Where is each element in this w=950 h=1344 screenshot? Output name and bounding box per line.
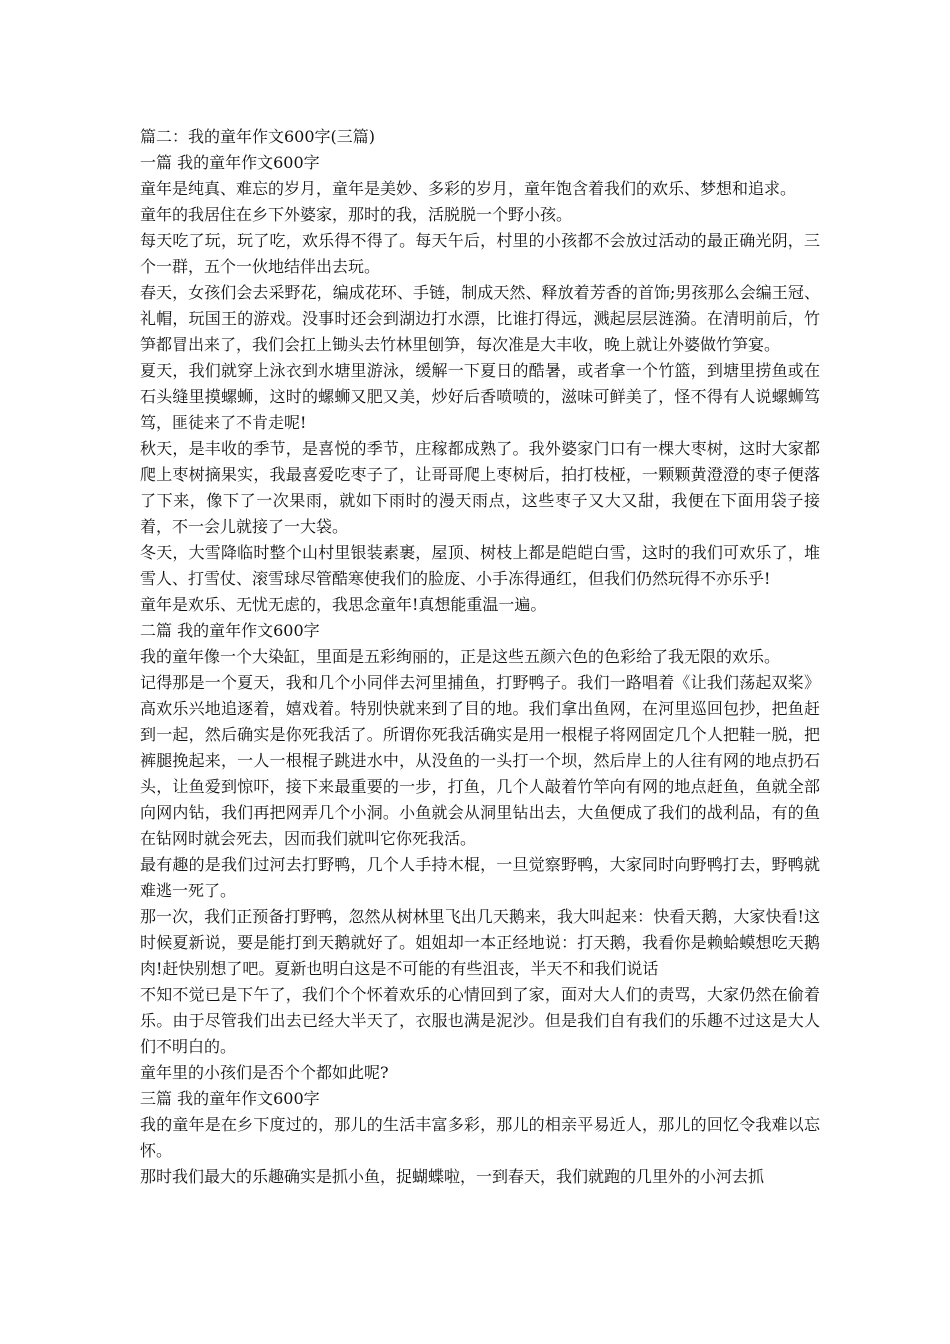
paragraph-2: 童年是纯真、难忘的岁月，童年是美妙、多彩的岁月，童年饱含着我们的欢乐、梦想和追求。 [140, 179, 797, 198]
paragraph-15: 不知不觉已是下午了，我们个个怀着欢乐的心情回到了家，面对大人们的责骂，大家仍然在偷着乐。由于尽管我们出去已经大半天了，衣服也满是泥沙。但是我们自有我们的乐趣不过这是大人们不明白的。 [140, 985, 820, 1056]
paragraph-1: 一篇 我的童年作文600字 [140, 153, 320, 172]
paragraph-8: 冬天，大雪降临时整个山村里银装素裹，屋顶、树枝上都是皑皑白雪，这时的我们可欢乐了，堆雪人、打雪仗、滚雪球尽管酷寒使我们的脸庞、小手冻得通红，但我们仍然玩得不亦乐乎! [140, 543, 820, 588]
paragraph-6: 夏天，我们就穿上泳衣到水塘里游泳，缓解一下夏日的酷暑，或者拿一个竹篮，到塘里捞鱼或在石头缝里摸螺蛳，这时的螺蛳又肥又美，炒好后香喷喷的，滋味可鲜美了，怪不得有人说螺蛳笃笃，匪徒来了不肯走呢! [140, 361, 820, 432]
paragraph-19: 那时我们最大的乐趣确实是抓小鱼，捉蝴蝶啦，一到春天，我们就跑的几里外的小河去抓 [140, 1167, 765, 1186]
document-body [140, 124, 820, 1190]
paragraph-14: 那一次，我们正预备打野鸭，忽然从树林里飞出几天鹅来，我大叫起来：快看天鹅，大家快看!这时候夏新说，要是能打到天鹅就好了。姐姐却一本正经地说：打天鹅，我看你是赖蛤蟆想吃天鹅肉!赶快别想了吧。夏新也明白这是不可能的有些沮丧，半天不和我们说话 [140, 907, 820, 978]
paragraph-16: 童年里的小孩们是否个个都如此呢? [140, 1063, 389, 1082]
paragraph-3: 童年的我居住在乡下外婆家，那时的我，活脱脱一个野小孩。 [140, 205, 573, 224]
paragraph-12: 记得那是一个夏天，我和几个小同伴去河里捕鱼，打野鸭子。我们一路唱着《让我们荡起双桨》高欢乐兴地追逐着，嬉戏着。特别快就来到了目的地。我们拿出鱼网，在河里巡回包抄，把鱼赶到一起，然后确实是你死我活了。所谓你死我活确实是用一根棍子将网固定几个人把鞋一脱，把裤腿挽起来，一人一根棍子跳进水中，从没鱼的一头打一个坝，然后岸上的人往有网的地点扔石头，让鱼爱到惊吓，接下来最重要的一步，打鱼，几个人敲着竹竿向有网的地点赶鱼，鱼就全部向网内钻，我们再把网弄几个小洞。小鱼就会从洞里钻出去，大鱼便成了我们的战利品，有的鱼在钻网时就会死去，因而我们就叫它你死我活。 [140, 673, 820, 848]
paragraph-18: 我的童年是在乡下度过的，那儿的生活丰富多彩，那儿的相亲平易近人，那儿的回忆令我难以忘怀。 [140, 1115, 820, 1160]
paragraph-7: 秋天，是丰收的季节，是喜悦的季节，庄稼都成熟了。我外婆家门口有一棵大枣树，这时大家都爬上枣树摘果实，我最喜爱吃枣子了，让哥哥爬上枣树后，拍打枝桠，一颗颗黄澄澄的枣子便落了下来，像下了一次果雨，就如下雨时的漫天雨点，这些枣子又大又甜，我便在下面用袋子接着，不一会儿就接了一大袋。 [140, 439, 820, 536]
paragraph-13: 最有趣的是我们过河去打野鸭，几个人手持木棍，一旦觉察野鸭，大家同时向野鸭打去，野鸭就难逃一死了。 [140, 855, 820, 900]
paragraph-9: 童年是欢乐、无忧无虑的，我思念童年!真想能重温一遍。 [140, 595, 547, 614]
paragraph-11: 我的童年像一个大染缸，里面是五彩绚丽的，正是这些五颜六色的色彩给了我无限的欢乐。 [140, 647, 781, 666]
document-title: 篇二：我的童年作文600字(三篇) [140, 127, 376, 146]
paragraph-5: 春天，女孩们会去采野花，编成花环、手链，制成天然、释放着芳香的首饰;男孩那么会编王冠、礼帽，玩国王的游戏。没事时还会到湖边打水漂，比谁打得远，溅起层层涟漪。在清明前后，竹笋都冒出来了，我们会扛上锄头去竹林里刨笋，每次准是大丰收，晚上就让外婆做竹笋宴。 [140, 283, 820, 354]
paragraph-4: 每天吃了玩，玩了吃，欢乐得不得了。每天午后，村里的小孩都不会放过活动的最正确光阴，三个一群，五个一伙地结伴出去玩。 [140, 231, 820, 276]
paragraph-17: 三篇 我的童年作文600字 [140, 1089, 320, 1108]
paragraph-10: 二篇 我的童年作文600字 [140, 621, 320, 640]
